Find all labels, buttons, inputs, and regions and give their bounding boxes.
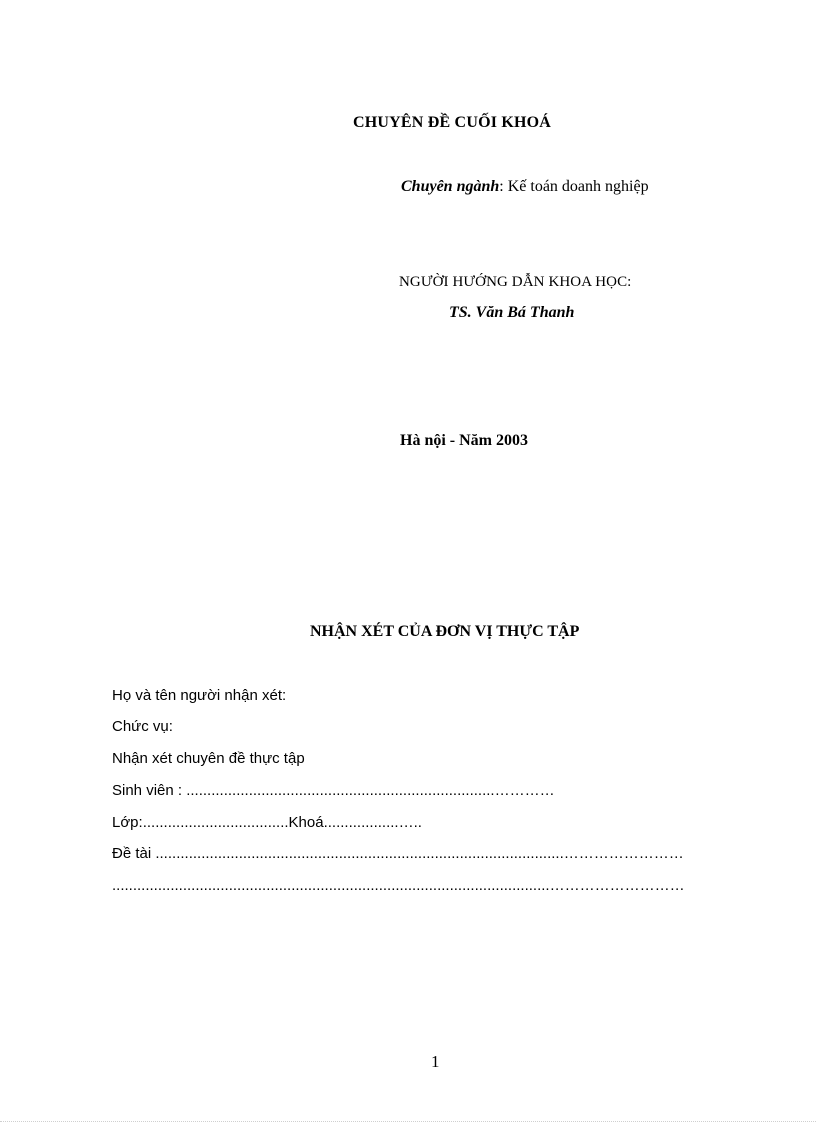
advisor-label: NGƯỜI HƯỚNG DẪN KHOA HỌC: — [399, 274, 632, 290]
class-faculty-field: Lớp:...................................Khoá..................….. — [112, 814, 422, 831]
major-value: : Kế toán doanh nghiệp — [499, 178, 649, 195]
position-field: Chức vụ: — [112, 718, 173, 735]
page-bottom-edge — [0, 1121, 816, 1122]
page-number: 1 — [431, 1052, 440, 1071]
reviewer-name-field: Họ và tên người nhận xét: — [112, 687, 287, 704]
review-section-title: NHẬN XÉT CỦA ĐƠN VỊ THỰC TẬP — [310, 623, 580, 640]
student-field: Sinh viên : ..........................................................................………… — [112, 782, 555, 799]
document-title: CHUYÊN ĐỀ CUỐI KHOÁ — [353, 114, 552, 131]
advisor-name: TS. Văn Bá Thanh — [449, 304, 575, 321]
place-year: Hà nội - Năm 2003 — [400, 432, 528, 449]
comment-field: Nhận xét chuyên đề thực tập — [112, 750, 305, 767]
major-label: Chuyên ngành — [401, 178, 500, 195]
topic-field: Đề tài ..................................................................................................…………………… — [112, 845, 684, 862]
topic-continuation-line: .........................................................................................................……………………… — [112, 877, 685, 894]
major-line — [401, 179, 649, 195]
